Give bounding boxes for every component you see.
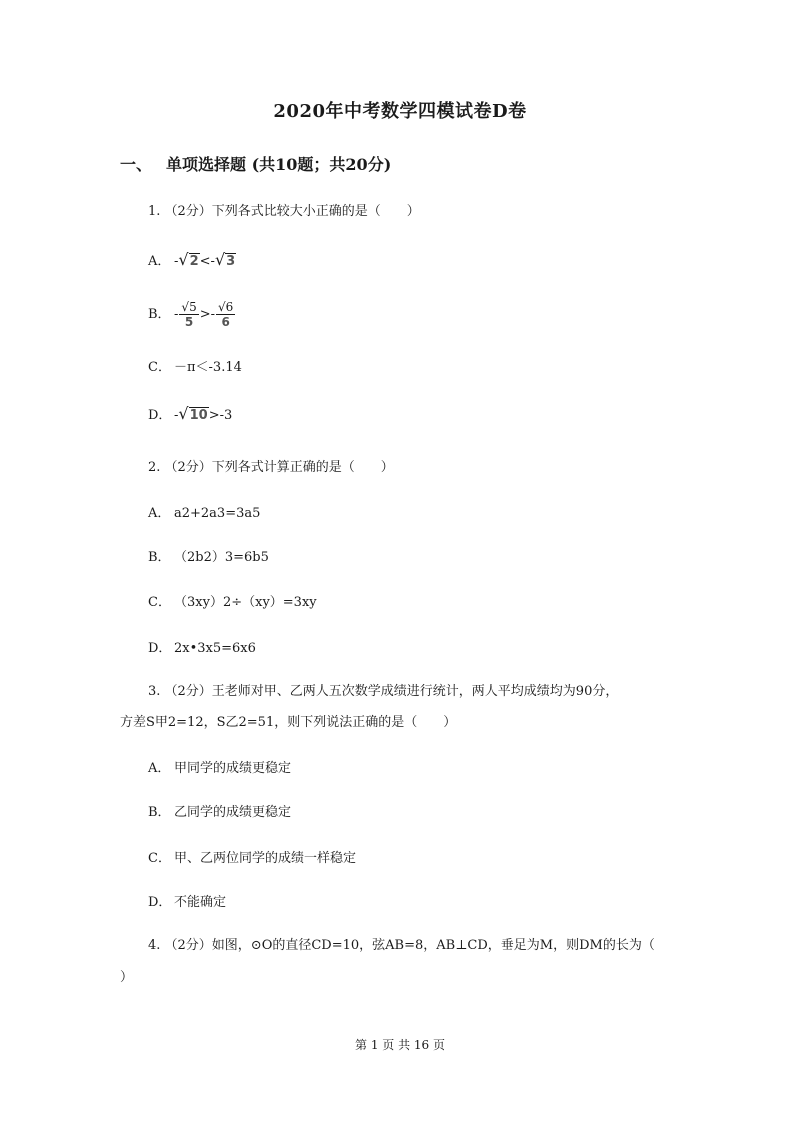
sqrt-symbol: √ xyxy=(178,404,189,423)
sqrt-symbol: √ xyxy=(178,250,189,269)
question-2-option-d xyxy=(148,637,256,656)
math-text: >-3 xyxy=(208,408,233,423)
question-3-option-c xyxy=(148,847,356,866)
math-text: - xyxy=(174,254,179,269)
math-text: - xyxy=(174,307,179,322)
option-letter: D． xyxy=(148,641,172,656)
page-title: 2020年中考数学四模试卷D卷 xyxy=(273,101,527,122)
question-3-option-d xyxy=(148,891,226,910)
question-4-stem-line-2: ） xyxy=(120,970,134,985)
option-text: 甲、乙两位同学的成绩一样稳定 xyxy=(174,851,357,866)
option-letter: B． xyxy=(148,550,171,565)
section-number: 一、 xyxy=(120,155,153,174)
radicand: 10 xyxy=(189,408,208,423)
option-text: 乙同学的成绩更稳定 xyxy=(174,805,292,820)
fraction xyxy=(216,300,235,329)
page-footer: 第 1 页 共 16 页 xyxy=(355,1038,445,1052)
section-heading xyxy=(120,152,391,175)
option-letter: D． xyxy=(148,408,172,423)
option-text: 不能确定 xyxy=(174,895,227,910)
radicand: 3 xyxy=(226,254,236,269)
fraction-numerator: √6 xyxy=(218,300,234,314)
fraction xyxy=(179,300,198,329)
sqrt-expression xyxy=(178,250,199,269)
math-text: - xyxy=(174,408,179,423)
question-2-option-b xyxy=(148,546,269,565)
question-2-option-a xyxy=(148,502,260,521)
question-1-option-d xyxy=(148,404,232,423)
question-4-stem-line-1: 4. （2分）如图，⊙O的直径CD=10，弦AB=8，AB⊥CD，垂足为M，则DM的长为（ xyxy=(148,938,655,953)
option-text: －π＜-3.14 xyxy=(174,360,242,375)
fraction-denominator: 6 xyxy=(221,315,230,329)
option-letter: A． xyxy=(148,761,171,776)
question-1-option-b xyxy=(148,300,236,329)
option-text: （3xy）2÷（xy）=3xy xyxy=(174,595,317,610)
question-3-option-b xyxy=(148,801,291,820)
section-title: 单项选择题 (共10题；共20分) xyxy=(166,155,392,174)
option-letter: B． xyxy=(148,805,171,820)
question-1-option-a xyxy=(148,250,236,269)
option-letter: B． xyxy=(148,307,171,322)
sqrt-symbol: √ xyxy=(214,250,226,269)
sqrt-expression xyxy=(215,250,236,269)
math-text: >- xyxy=(199,307,215,322)
question-2-option-c xyxy=(148,591,317,610)
radicand: 2 xyxy=(189,254,199,269)
question-3-option-a xyxy=(148,757,291,776)
option-letter: A． xyxy=(148,254,171,269)
option-text: a2+2a3=3a5 xyxy=(174,506,261,521)
option-letter: A． xyxy=(148,506,171,521)
option-text: 甲同学的成绩更稳定 xyxy=(174,761,292,776)
sqrt-expression xyxy=(178,404,208,423)
question-3-stem-line-2: 方差S甲2=12，S乙2=51，则下列说法正确的是（ ） xyxy=(120,715,457,730)
radicand: 6 xyxy=(225,300,234,314)
option-letter: C． xyxy=(148,360,171,375)
math-text: <- xyxy=(199,254,215,269)
question-2-stem: 2. （2分）下列各式计算正确的是（ ） xyxy=(148,460,394,475)
question-1-option-c xyxy=(148,356,242,375)
question-1-stem: 1. （2分）下列各式比较大小正确的是（ ） xyxy=(148,204,420,219)
radicand: 5 xyxy=(189,300,197,314)
fraction-denominator: 5 xyxy=(184,315,194,329)
option-text: 2x•3x5=6x6 xyxy=(174,641,256,656)
option-letter: C． xyxy=(148,595,171,610)
option-letter: C． xyxy=(148,851,171,866)
option-text: （2b2）3=6b5 xyxy=(174,550,269,565)
fraction-numerator: √5 xyxy=(181,300,197,314)
option-letter: D． xyxy=(148,895,172,910)
question-3-stem-line-1: 3. （2分）王老师对甲、乙两人五次数学成绩进行统计，两人平均成绩均为90分， xyxy=(148,684,619,699)
